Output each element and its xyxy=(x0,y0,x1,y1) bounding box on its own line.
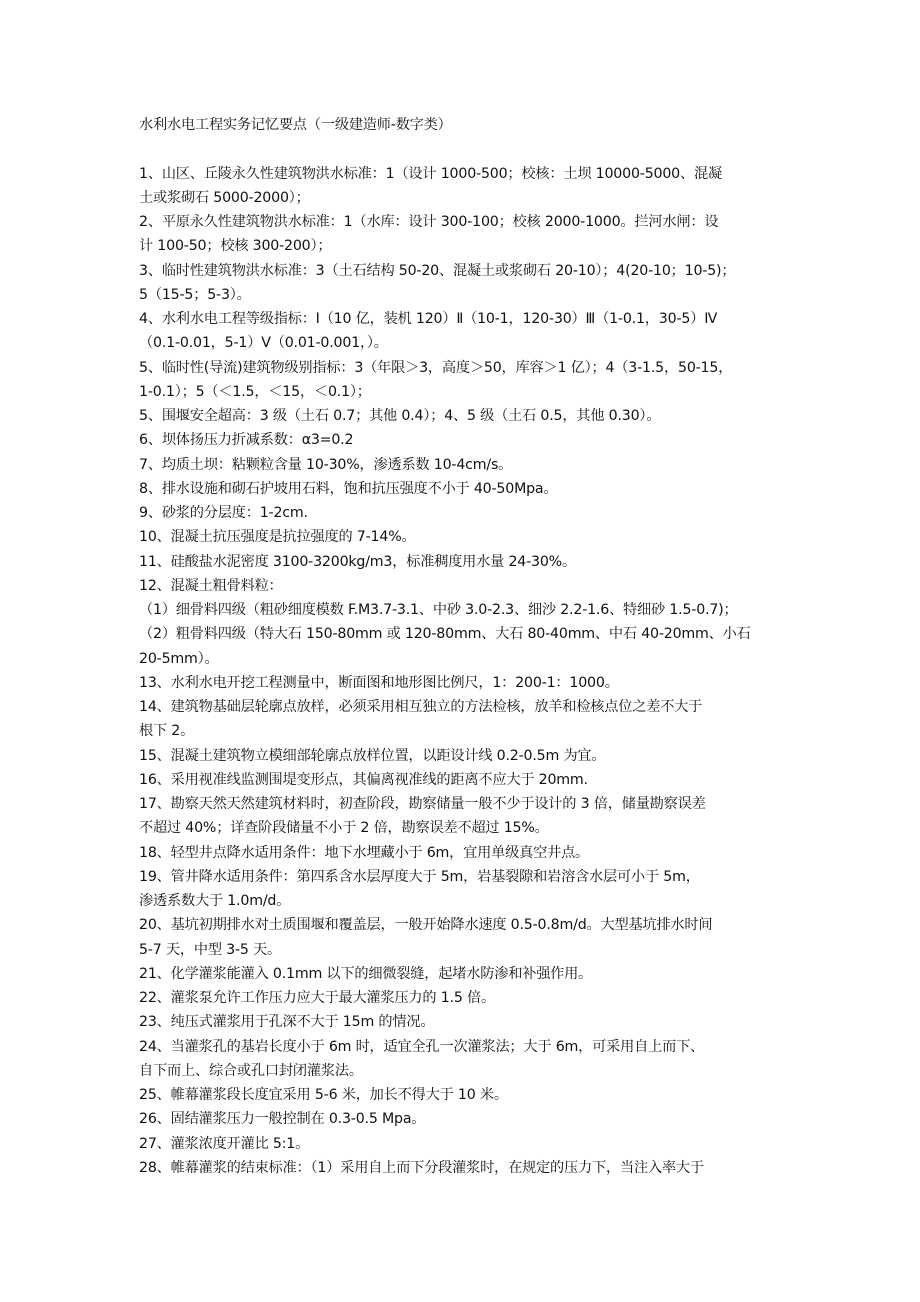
list-item-line: 19、管井降水适用条件：第四系含水层厚度大于 5m，岩基裂隙和岩溶含水层可小于 5m， xyxy=(139,868,700,885)
list-item-line: 渗透系数大于 1.0m/d。 xyxy=(139,893,291,909)
list-item xyxy=(139,550,784,574)
list-item-line: 27、灌浆浓度开灌比 5:1。 xyxy=(139,1135,310,1152)
list-item xyxy=(139,671,784,695)
list-item xyxy=(139,356,784,405)
document-body xyxy=(139,113,784,1180)
list-item xyxy=(139,1035,784,1084)
list-item xyxy=(139,792,784,841)
list-item-line: 25、帷幕灌浆段长度宜采用 5-6 米，加长不得大于 10 米。 xyxy=(139,1087,508,1103)
list-item xyxy=(139,744,784,768)
list-item-line: 土或浆砌石 5000-2000）； xyxy=(139,189,310,206)
list-item-line: 5（15-5；5-3）。 xyxy=(139,286,251,303)
list-item-line: 28、帷幕灌浆的结束标准：（1）采用自上而下分段灌浆时，在规定的压力下，当注入率大于 xyxy=(139,1159,704,1176)
list-item xyxy=(139,913,784,962)
list-item-line: （2）粗骨料四级（特大石 150-80mm 或 120-80mm、大石 80-40mm、中石 40-20mm、小石 xyxy=(139,626,751,643)
list-item-line: 计 100-50；校核 300-200）； xyxy=(139,238,332,255)
list-item xyxy=(139,162,784,211)
document-title: 水利水电工程实务记忆要点（一级建造师-数字类） xyxy=(139,117,452,133)
list-item xyxy=(139,210,784,259)
list-item-line: 17、勘察天然天然建筑材料时，初查阶段，勘察储量一般不少于设计的 3 倍，储量勘察误差 xyxy=(139,796,706,812)
list-item-line: 20-5mm）。 xyxy=(139,650,219,667)
list-item xyxy=(139,1132,784,1156)
list-item-line: 5-7 天，中型 3-5 天。 xyxy=(139,941,281,958)
list-item-line: 4、水利水电工程等级指标：Ⅰ（10 亿，装机 120）Ⅱ（10-1，120-30）Ⅲ（1-0.1，30-5）Ⅳ xyxy=(139,311,718,327)
list-item-line: 1-0.1）；5（＜1.5，＜15，＜0.1）； xyxy=(139,383,371,400)
list-item xyxy=(139,477,784,501)
memory-points-list xyxy=(139,162,784,1181)
list-item-line: 不超过 40%；详查阶段储量不小于 2 倍，勘察误差不超过 15%。 xyxy=(139,820,549,837)
list-item xyxy=(139,307,784,356)
list-item-line: 14、建筑物基础层轮廓点放样，必须采用相互独立的方法检核，放羊和检核点位之差不大于 xyxy=(139,699,703,715)
list-item xyxy=(139,598,784,622)
list-item-line: 12、混凝土粗骨料粒： xyxy=(139,577,283,594)
list-item-line: 自下而上、综合或孔口封闭灌浆法。 xyxy=(139,1062,363,1079)
blank-line xyxy=(139,137,784,161)
list-item-line: 18、轻型井点降水适用条件：地下水埋藏小于 6m，宜用单级真空井点。 xyxy=(139,844,590,861)
list-item-line: 6、坝体扬压力折减系数：α3=0.2 xyxy=(139,432,354,449)
list-item-line: 10、混凝土抗压强度是抗拉强度的 7-14%。 xyxy=(139,529,416,546)
list-item-line: 2、平原永久性建筑物洪水标准：1（水库：设计 300-100；校核 2000-1000。拦河水闸：设 xyxy=(139,214,719,230)
list-item xyxy=(139,622,784,671)
list-item-line: 3、临时性建筑物洪水标准：3（土石结构 50-20、混凝土或浆砌石 20-10）；4(20-10；10-5)； xyxy=(139,262,736,279)
list-item-line: 24、当灌浆孔的基岩长度小于 6m 时，适宜全孔一次灌浆法；大于 6m，可采用自上而下、 xyxy=(139,1038,705,1055)
list-item-line: 9、砂浆的分层度：1-2cm. xyxy=(139,505,308,521)
list-item xyxy=(139,986,784,1010)
list-item xyxy=(139,525,784,549)
list-item-line: 1、山区、丘陵永久性建筑物洪水标准：1（设计 1000-500；校核：土坝 10000-5000、混凝 xyxy=(139,165,722,182)
list-item xyxy=(139,1107,784,1131)
list-item-line: 23、纯压式灌浆用于孔深不大于 15m 的情况。 xyxy=(139,1014,435,1031)
list-item-line: （0.1-0.01，5-1）Ⅴ（0.01-0.001，）。 xyxy=(139,335,388,352)
list-item-line: 8、排水设施和砌石护坡用石料，饱和抗压强度不小于 40-50Mpa。 xyxy=(139,480,558,497)
list-item xyxy=(139,1010,784,1034)
list-item-line: 26、固结灌浆压力一般控制在 0.3-0.5 Mpa。 xyxy=(139,1111,426,1128)
list-item xyxy=(139,428,784,452)
list-item-line: 11、硅酸盐水泥密度 3100-3200kg/m3，标准稠度用水量 24-30%。 xyxy=(139,553,576,570)
list-item xyxy=(139,1083,784,1107)
list-item-line: 5、围堰安全超高：3 级（土石 0.7；其他 0.4）；4、5 级（土石 0.5，其他 0.30）。 xyxy=(139,408,661,424)
list-item-line: 15、混凝土建筑物立模细部轮廓点放样位置，以距设计线 0.2-0.5m 为宜。 xyxy=(139,747,606,764)
list-item-line: 16、采用视准线监测围堤变形点，其偏离视准线的距离不应大于 20mm. xyxy=(139,771,588,788)
list-item-line: 22、灌浆泵允许工作压力应大于最大灌浆压力的 1.5 倍。 xyxy=(139,990,495,1006)
list-item xyxy=(139,962,784,986)
list-item xyxy=(139,695,784,744)
list-item-line: 13、水利水电开挖工程测量中，断面图和地形图比例尺，1：200-1：1000。 xyxy=(139,674,619,691)
list-item xyxy=(139,259,784,308)
list-item xyxy=(139,574,784,598)
list-item xyxy=(139,1156,784,1180)
list-item xyxy=(139,768,784,792)
list-item-line: 7、均质土坝：粘颗粒含量 10-30%，渗透系数 10-4cm/s。 xyxy=(139,456,513,473)
list-item-line: 5、临时性(导流)建筑物级别指标：3（年限＞3，高度＞50，库容＞1 亿）；4（3-1.5，50-15， xyxy=(139,359,733,376)
list-item xyxy=(139,841,784,865)
list-item-line: 21、化学灌浆能灌入 0.1mm 以下的细微裂缝，起堵水防渗和补强作用。 xyxy=(139,965,593,982)
list-item-line: （1）细骨料四级（粗砂细度模数 F.M3.7-3.1、中砂 3.0-2.3、细沙 2.2-1.6、特细砂 1.5-0.7)； xyxy=(139,602,738,618)
list-item xyxy=(139,404,784,428)
list-item-line: 根下 2。 xyxy=(139,723,195,740)
list-item xyxy=(139,865,784,914)
list-item xyxy=(139,501,784,525)
list-item-line: 20、基坑初期排水对土质围堰和覆盖层，一般开始降水速度 0.5-0.8m/d。大型基坑排水时间 xyxy=(139,917,713,934)
list-item xyxy=(139,453,784,477)
